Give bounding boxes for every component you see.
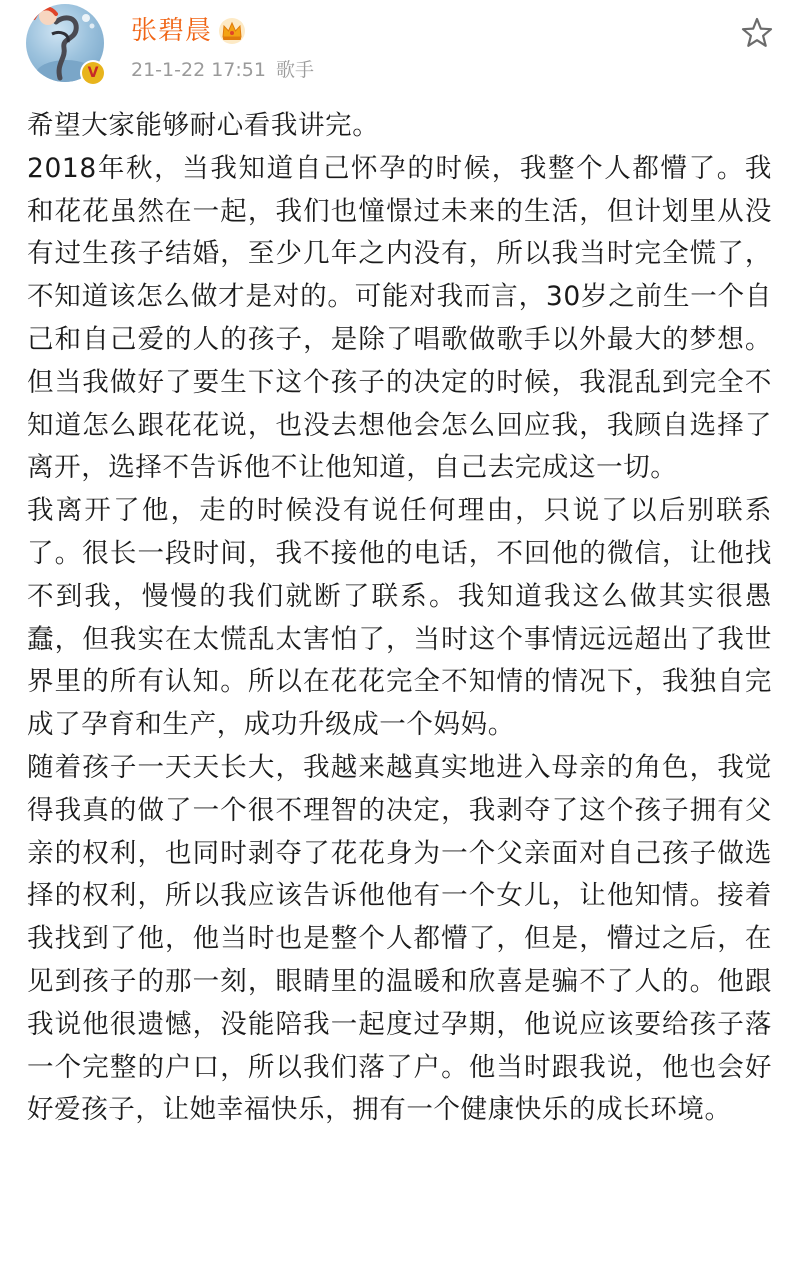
post-paragraph: 我离开了他，走的时候没有说任何理由，只说了以后别联系了。很长一段时间，我不接他的电话，不回他的微信，让他找不到我，慢慢的我们就断了联系。我知道我这么做其实很愚蠢，但我实在太慌乱太害怕了，当时这个事情远远超出了我世界里的所有认知。所以在花花完全不知情的情况下，我独自完成了孕育和生产，成功升级成一个妈妈。 — [27, 495, 772, 741]
author-name[interactable]: 张碧晨 — [131, 16, 213, 46]
avatar[interactable] — [26, 4, 106, 84]
post-paragraph: 2018年秋，当我知道自己怀孕的时候，我整个人都懵了。我和花花虽然在一起，我们也憧憬过未来的生活，但计划里从没有过生孩子结婚，至少几年之内没有，所以我当时完全慌了，不知道该怎么做才是对的。可能对我而言，30岁之前生一个自己和自己爱的人的孩子，是除了唱歌做歌手以外最大的梦想。但当我做好了要生下这个孩子的决定的时候，我混乱到完全不知道怎么跟花花说，也没去想他会怎么回应我，我顾自选择了离开，选择不告诉他不让他知道，自己去完成这一切。 — [27, 152, 772, 484]
post-source: 歌手 — [275, 59, 314, 81]
post-paragraph: 随着孩子一天天长大，我越来越真实地进入母亲的角色，我觉得我真的做了一个很不理智的决定，我剥夺了这个孩子拥有父亲的权利，也同时剥夺了花花身为一个父亲面对自己孩子做选择的权利，所以我应该告诉他他有一个女儿，让他知情。接着我找到了他，他当时也是整个人都懵了，但是，懵过之后，在见到孩子的那一刻，眼睛里的温暖和欣喜是骗不了人的。他跟我说他很遗憾，没能陪我一起度过孕期，他说应该要给孩子落一个完整的户口，所以我们落了户。他当时跟我说，他也会好好爱孩子，让她幸福快乐，拥有一个健康快乐的成长环境。 — [27, 751, 772, 1126]
post-body — [27, 105, 772, 1132]
post-paragraph: 希望大家能够耐心看我讲完。 — [27, 110, 380, 141]
post-header — [0, 0, 800, 100]
post-timestamp: 21-1-22 17:51 — [131, 59, 266, 81]
star-outline-icon[interactable] — [739, 15, 775, 51]
crown-icon — [218, 17, 246, 45]
verified-badge-icon — [80, 60, 106, 86]
verified-badge-label: V — [82, 62, 104, 84]
post-meta — [131, 57, 314, 83]
